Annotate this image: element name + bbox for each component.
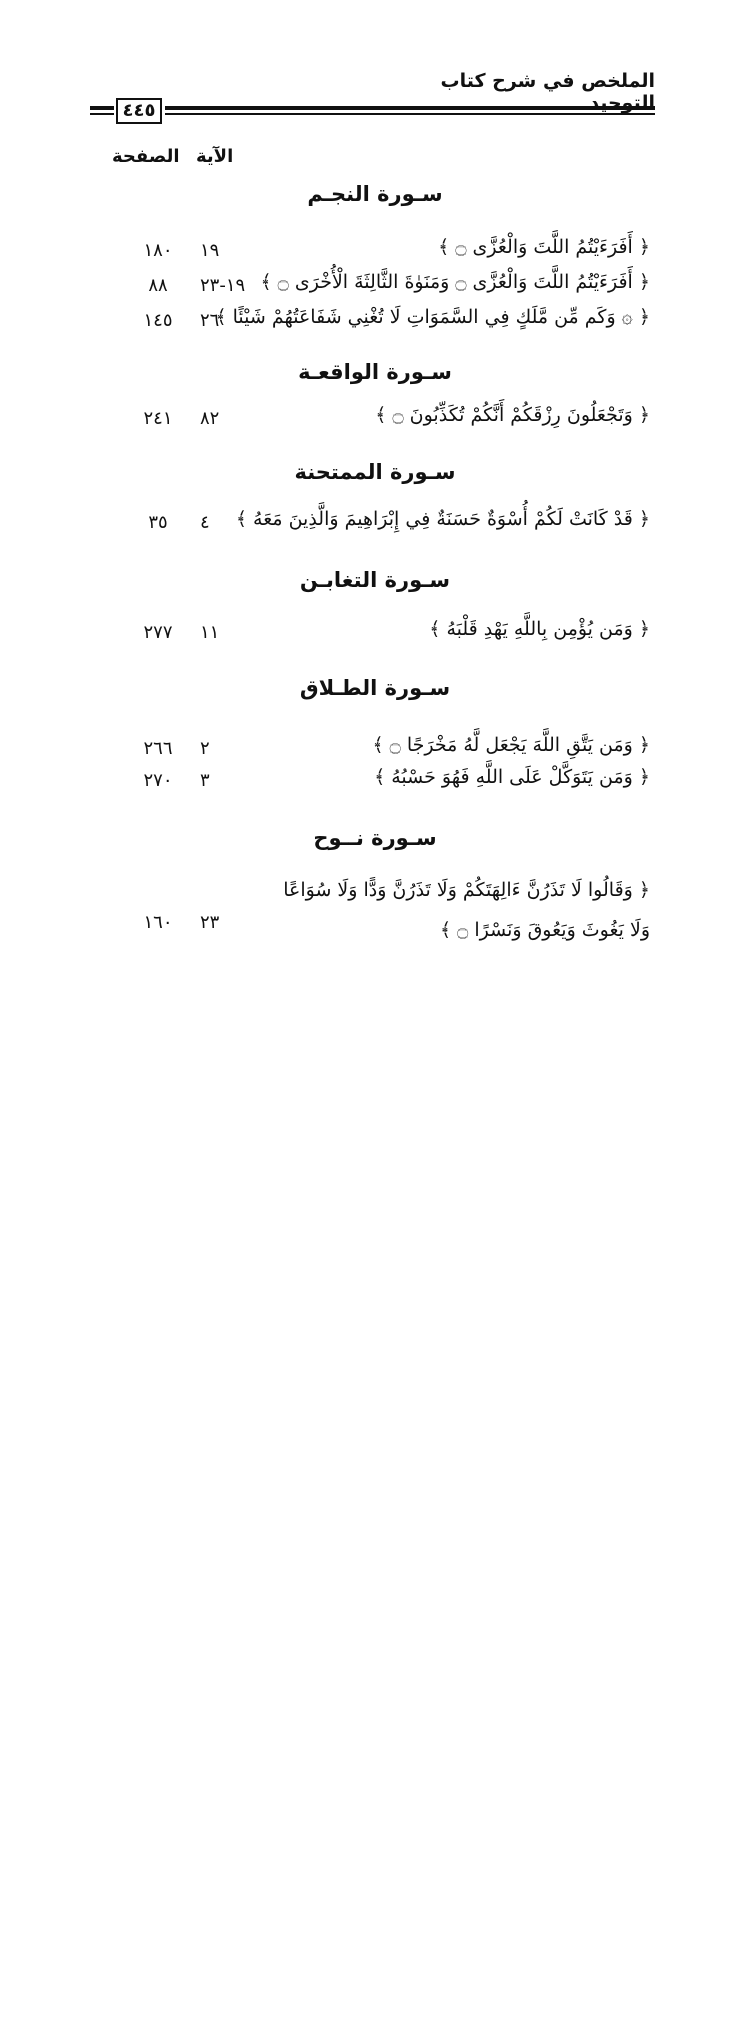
verse-text: ﴿ وَمَن يُؤْمِن بِاللَّهِ يَهْدِ قَلْبَهُ ﴾ <box>429 618 650 640</box>
ayah-number: ١١ <box>200 622 220 643</box>
verse-text: ﴿ وَمَن يَتَّقِ اللَّهَ يَجْعَل لَّهُ مَخْرَجًا ۝ ﴾ <box>372 734 650 756</box>
page-reference: ٣٥ <box>148 512 168 533</box>
ayah-number: ١٩-٢٣ <box>200 275 246 296</box>
header-rule-short <box>90 106 114 115</box>
ayah-number: ٣ <box>200 770 210 791</box>
verse-text: ﴿ وَمَن يَتَوَكَّلْ عَلَى اللَّهِ فَهُوَ حَسْبُهُ ﴾ <box>374 766 650 788</box>
surah-title: سـورة الممتحنة <box>294 460 456 484</box>
page-reference: ٢٤١ <box>143 408 173 429</box>
verse-text: ﴿ وَتَجْعَلُونَ رِزْقَكُمْ أَنَّكُمْ تُكَذِّبُونَ ۝ ﴾ <box>375 404 650 426</box>
page-reference: ٢٦٦ <box>143 738 173 759</box>
column-header-page: الصفحة <box>112 146 180 167</box>
ayah-number: ٨٢ <box>200 408 220 429</box>
ayah-number: ٢ <box>200 738 210 759</box>
ayah-number: ٤ <box>200 512 210 533</box>
page-reference: ١٤٥ <box>143 310 173 331</box>
column-header-ayah: الآية <box>196 146 234 167</box>
surah-title: سـورة نــوح <box>313 826 437 850</box>
ayah-number: ١٩ <box>200 240 220 261</box>
page-reference: ٢٧٠ <box>143 770 173 791</box>
surah-title: سـورة الطـلاق <box>299 676 451 700</box>
surah-title: سـورة الواقعـة <box>298 360 452 384</box>
page-reference: ٢٧٧ <box>143 622 173 643</box>
verse-text: ﴿ أَفَرَءَيْتُمُ اللَّتَ وَالْعُزَّى ۝ وَمَنَوٰةَ الثَّالِثَةَ الْأُخْرَى ۝ ﴾ <box>260 271 650 293</box>
verse-text: ﴿ ۞ وَكَم مِّن مَّلَكٍ فِي السَّمَوَاتِ لَا تُغْنِي شَفَاعَتُهُمْ شَيْئًا ﴾ <box>215 306 650 328</box>
surah-title: سـورة التغابـن <box>299 568 451 592</box>
ayah-number: ٢٦ <box>200 310 220 331</box>
page-reference: ٨٨ <box>148 275 168 296</box>
page-reference: ١٦٠ <box>143 912 173 933</box>
page-reference: ١٨٠ <box>143 240 173 261</box>
surah-title: سـورة النجـم <box>307 182 443 206</box>
ayah-number: ٢٣ <box>200 912 220 933</box>
verse-text: ﴿ قَدْ كَانَتْ لَكُمْ أُسْوَةٌ حَسَنَةٌ فِي إِبْرَاهِيمَ وَالَّذِينَ مَعَهُ ﴾ <box>235 508 650 530</box>
verse-text: ﴿ أَفَرَءَيْتُمُ اللَّتَ وَالْعُزَّى ۝ ﴾ <box>438 236 650 258</box>
running-title: الملخص في شرح كتاب التوحيد <box>440 70 655 114</box>
page-number: ٤٤٥ <box>116 98 162 124</box>
header-rule <box>165 106 655 115</box>
verse-text: ﴿ وَقَالُوا لَا تَذَرُنَّ ءَالِهَتَكُمْ وَلَا تَذَرُنَّ وَدًّا وَلَا سُوَاعًا وَلَا يَغُوثَ وَيَعُوقَ وَنَسْرًا ۝ ﴾ <box>283 879 650 941</box>
